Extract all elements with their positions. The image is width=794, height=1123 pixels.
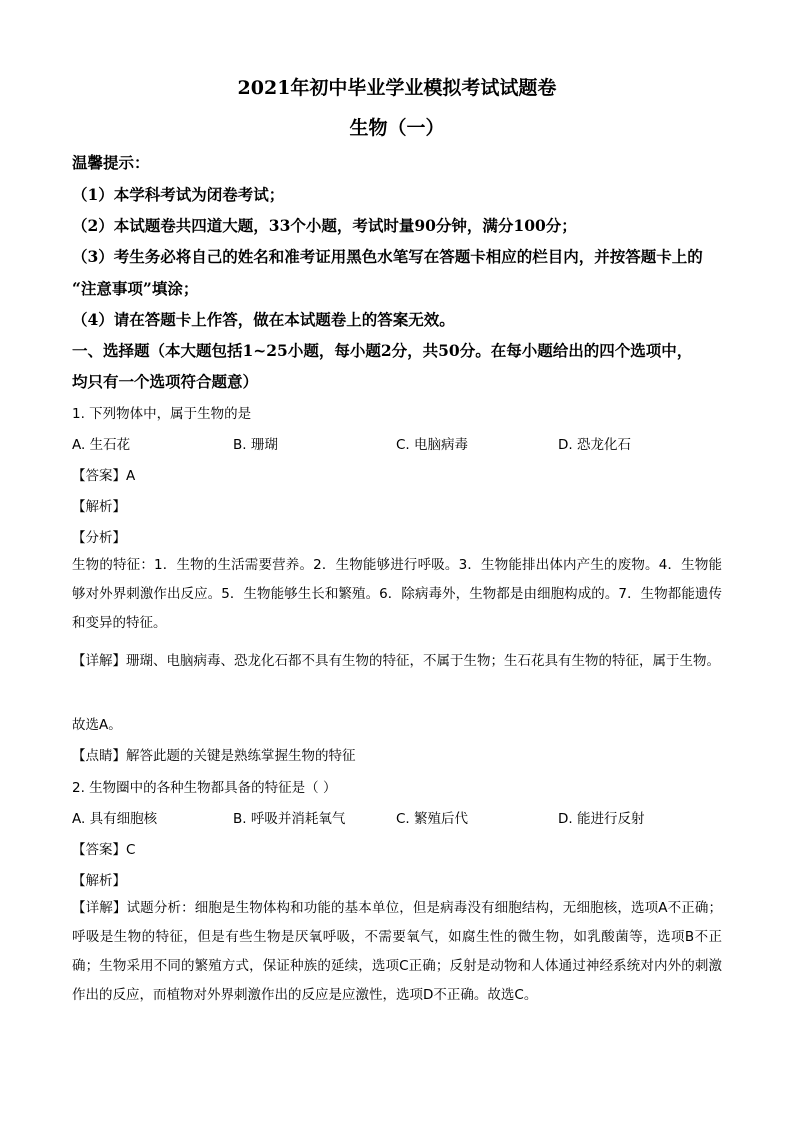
section-heading: 一、选择题（本大题包括1~25小题，每小题2分，共50分。在每小题给出的四个选项中， — [72, 341, 693, 360]
notice-item: （4）请在答题卡上作答，做在本试题卷上的答案无效。 — [72, 310, 455, 329]
option-b: B. 呼吸并消耗氧气 — [233, 811, 346, 827]
option-c: C. 繁殖后代 — [396, 811, 469, 827]
notice-item: （2）本试题卷共四道大题，33个小题，考试时量90分钟，满分100分； — [72, 216, 577, 235]
exam-title: 2021年初中毕业学业模拟考试试题卷 — [237, 77, 557, 99]
tip-text: 解答此题的关键是熟练掌握生物的特征 — [126, 748, 356, 764]
exam-subtitle: 生物（一） — [349, 117, 445, 139]
fenxi-text: 生物的特征：1．生物的生活需要营养。2．生物能够进行呼吸。3．生物能排出体内产生的废物。4．生物能够对外界刺激作出反应。5．生物能够生长和繁殖。6．除病毒外，生物都是由细胞构成的。7．生物都能遗传和变异的特征。 — [72, 557, 722, 631]
question-stem: 2. 生物圈中的各种生物都具备的特征是（ ） — [72, 780, 337, 796]
notice-item: （1）本学科考试为闭卷考试； — [72, 185, 285, 204]
question-stem: 1. 下列物体中，属于生物的是 — [72, 406, 252, 422]
detail-paragraph — [72, 894, 722, 1010]
detail-text: 珊瑚、电脑病毒、恐龙化石都不具有生物的特征，不属于生物；生石花具有生物的特征，属于生物。 — [126, 653, 720, 669]
tip-line — [72, 744, 356, 764]
analysis-tag: 【解析】 — [72, 499, 126, 515]
choose-line: 故选A。 — [72, 717, 122, 733]
option-a: A. 具有细胞核 — [72, 811, 158, 827]
answer-value: A — [126, 468, 136, 484]
option-b: B. 珊瑚 — [233, 437, 278, 453]
answer-tag: 【答案】 — [72, 842, 126, 858]
detail-text: 试题分析：细胞是生物体构和功能的基本单位，但是病毒没有细胞结构，无细胞核，选项A不正确；呼吸是生物的特征，但是有些生物是厌氧呼吸，不需要氧气，如腐生性的微生物，如乳酸菌等，选项B不正确；生物采用不同的繁殖方式，保证种族的延续，选项C正确；反射是动物和人体通过神经系统对内外的刺激作出的反应，而植物对外界刺激作出的反应是应激性，选项D不正确。故选C。 — [72, 900, 723, 1003]
answer-line — [72, 838, 135, 858]
detail-tag: 【详解】 — [72, 653, 126, 669]
detail-tag: 【详解】 — [72, 900, 127, 916]
option-d: D. 恐龙化石 — [558, 437, 631, 453]
notice-item: （3）考生务必将自己的姓名和准考证用黑色水笔写在答题卡相应的栏目内，并按答题卡上的 — [72, 247, 703, 266]
section-heading-cont: 均只有一个选项符合题意） — [72, 372, 259, 391]
option-d: D. 能进行反射 — [558, 811, 645, 827]
tip-tag: 【点睛】 — [72, 748, 126, 764]
option-a: A. 生石花 — [72, 437, 131, 453]
fenxi-tag: 【分析】 — [72, 530, 126, 546]
option-c: C. 电脑病毒 — [396, 437, 469, 453]
answer-value: C — [126, 842, 136, 858]
answer-tag: 【答案】 — [72, 468, 126, 484]
analysis-tag: 【解析】 — [72, 873, 126, 889]
answer-line — [72, 464, 135, 484]
notice-item: “注意事项”填涂； — [72, 279, 199, 298]
detail-paragraph — [72, 647, 722, 676]
notice-heading: 温馨提示： — [72, 153, 150, 172]
